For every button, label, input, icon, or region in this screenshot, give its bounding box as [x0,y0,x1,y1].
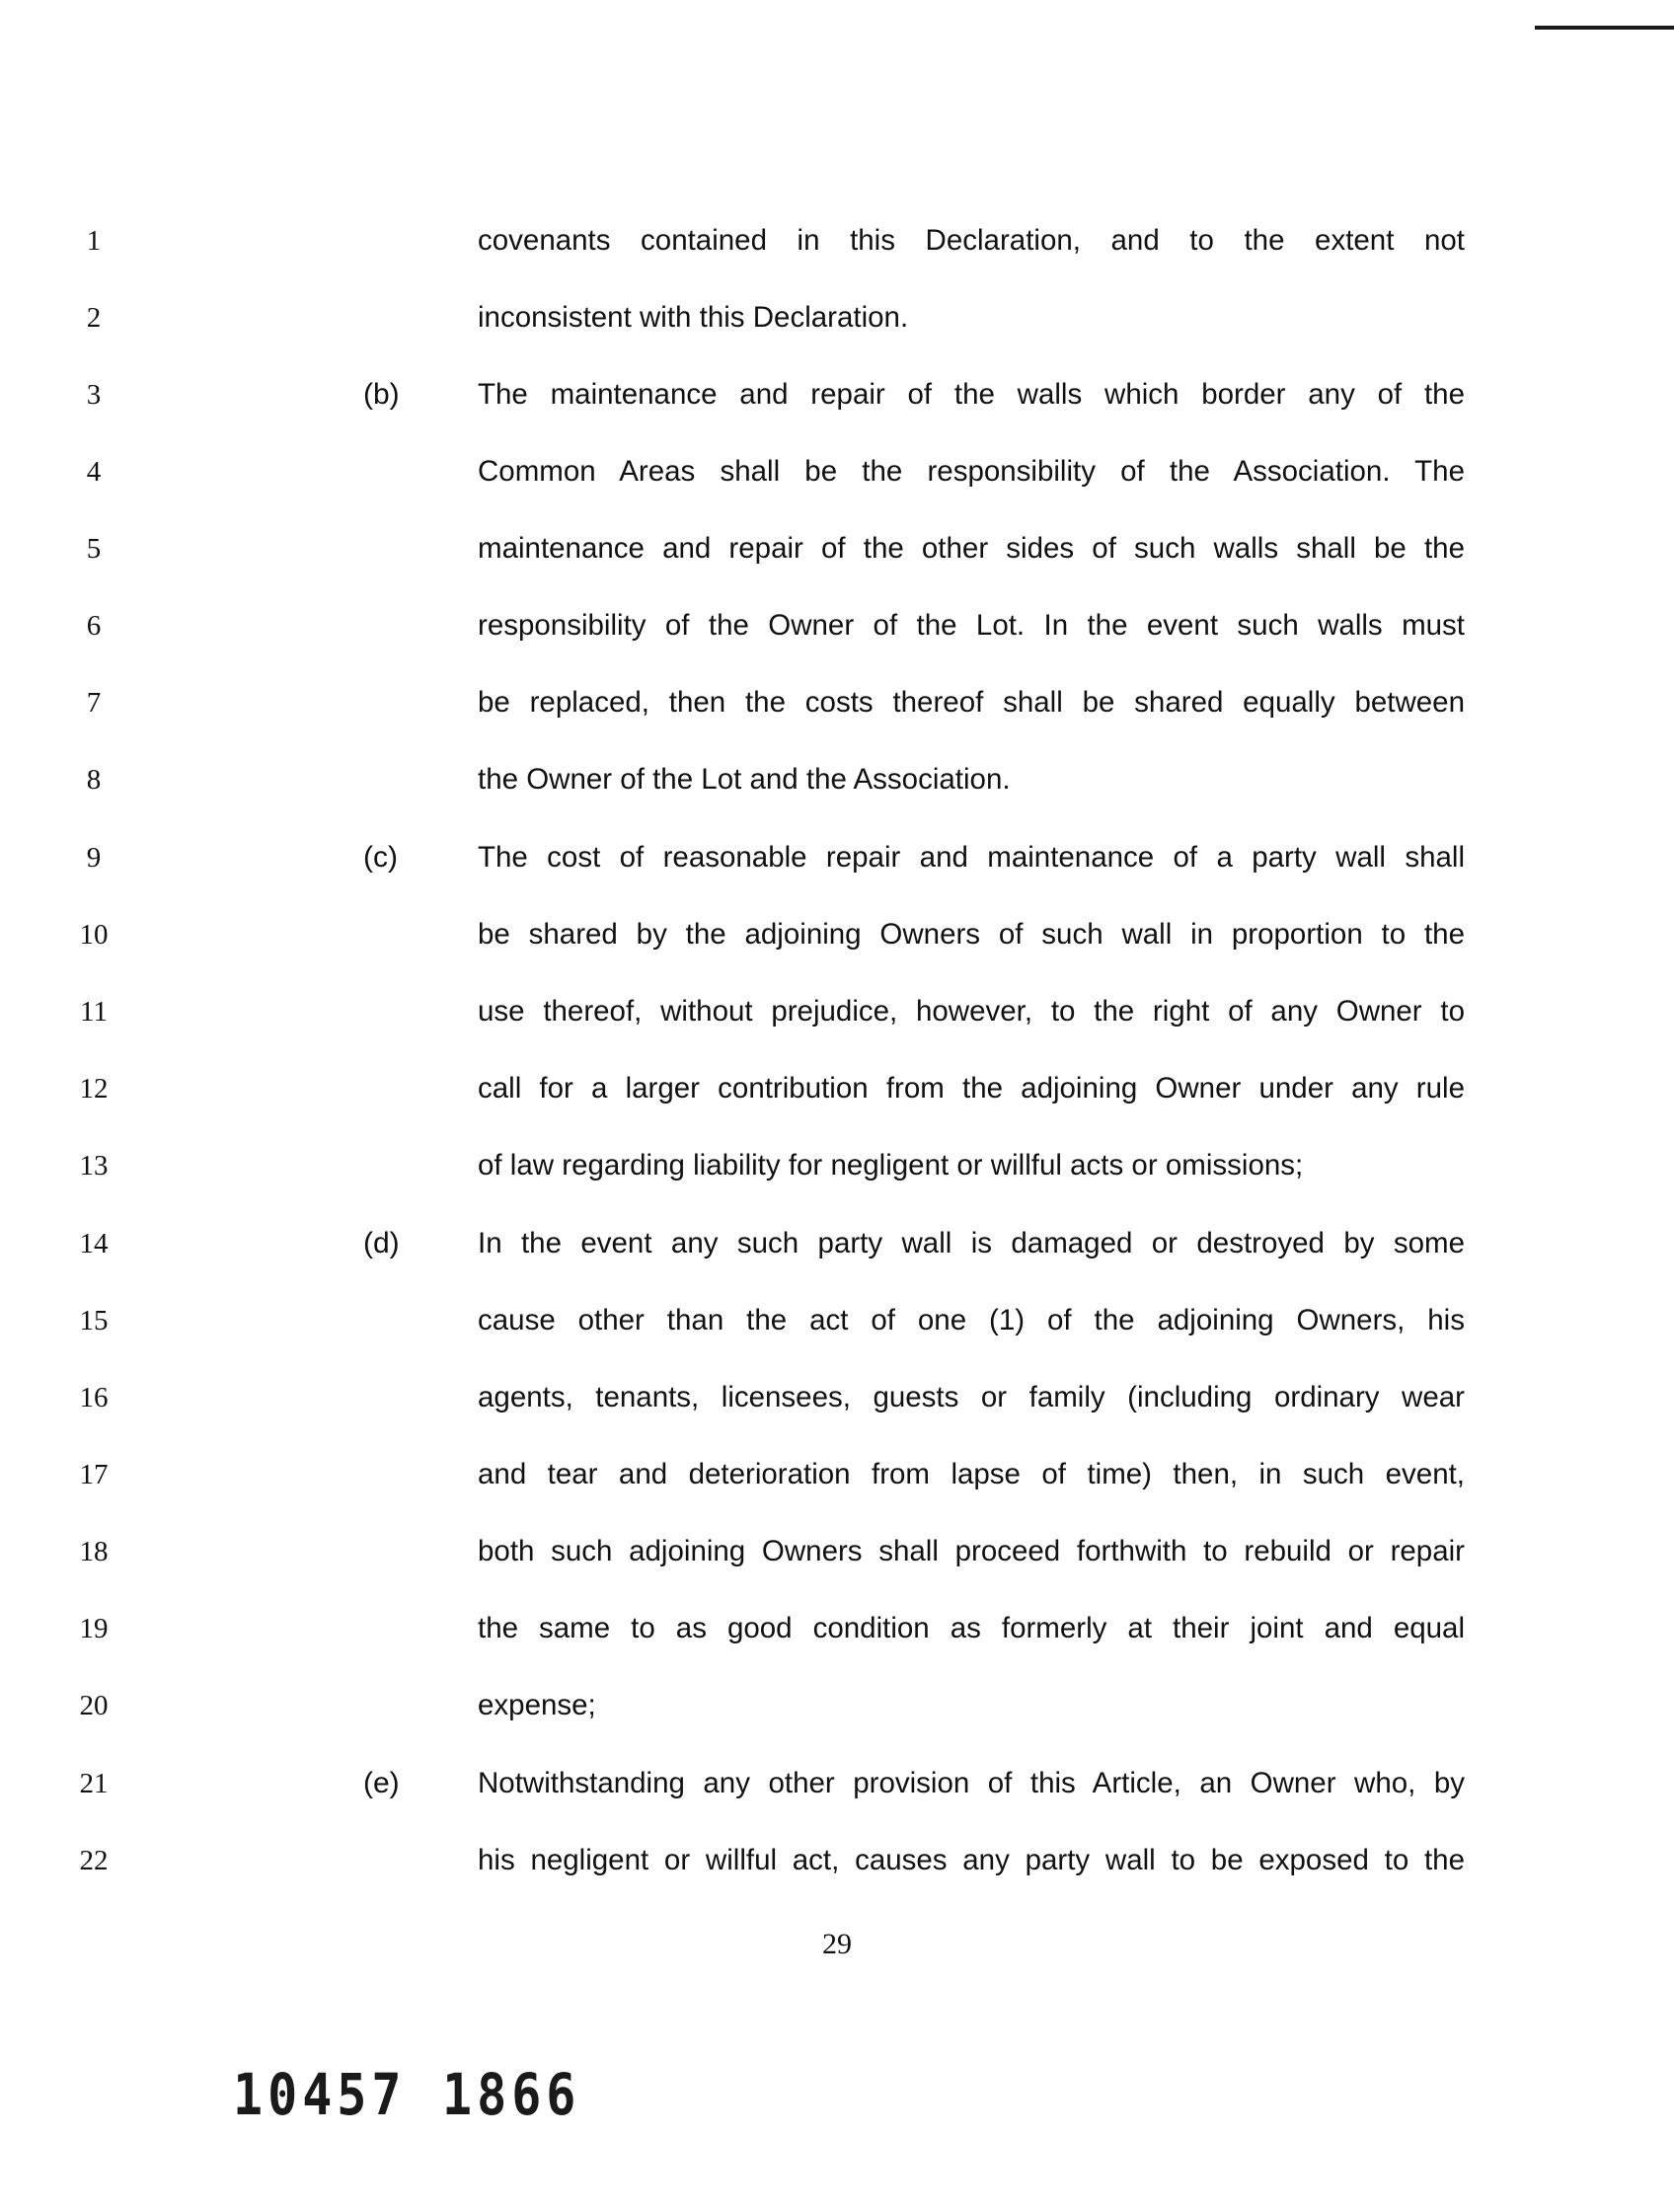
line-number: 8 [86,764,102,796]
body-text-line: responsibility of the Owner of the Lot. In the event such walls must [478,609,1465,642]
body-text-line: maintenance and repair of the other sides of such walls shall be the [478,532,1465,565]
line-number: 6 [86,610,102,642]
line-number: 2 [86,302,102,334]
body-text-line: In the event any such party wall is damaged or destroyed by some [478,1227,1465,1259]
line-number: 18 [79,1536,109,1567]
line-number: 16 [79,1382,109,1413]
paragraph-marker-d: (d) [363,1227,400,1259]
body-text-line: use thereof, without prejudice, however, to the right of any Owner to [478,995,1465,1028]
body-text-line: be shared by the adjoining Owners of such wall in proportion to the [478,918,1465,951]
top-edge-rule [1535,26,1674,30]
body-text-line: call for a larger contribution from the adjoining Owner under any rule [478,1072,1465,1105]
recording-book-number: 10457 [233,2062,407,2128]
body-text-line: of law regarding liability for negligent or willful acts or omissions; [478,1149,1304,1182]
line-number: 21 [79,1768,109,1799]
body-text-line: the Owner of the Lot and the Association. [478,763,1011,796]
paragraph-marker-e: (e) [363,1767,400,1799]
line-number: 1 [86,225,102,257]
body-text-line: The cost of reasonable repair and maintenance of a party wall shall [478,841,1465,874]
body-text-line: Notwithstanding any other provision of this Article, an Owner who, by [478,1767,1465,1799]
body-text-line: inconsistent with this Declaration. [478,301,909,334]
line-number: 7 [86,687,102,719]
page-number: 29 [822,1928,852,1960]
line-number: 22 [79,1845,109,1876]
body-text-line: both such adjoining Owners shall proceed forthwith to rebuild or repair [478,1535,1465,1567]
body-text-line: the same to as good condition as formerly at their joint and equal [478,1612,1465,1644]
body-text-line: agents, tenants, licensees, guests or family (including ordinary wear [478,1381,1465,1413]
paragraph-marker-c: (c) [363,841,398,874]
body-text-line: cause other than the act of one (1) of the adjoining Owners, his [478,1304,1465,1336]
paragraph-marker-b: (b) [363,378,400,411]
line-number: 17 [79,1459,109,1490]
body-text-line: be replaced, then the costs thereof shall be shared equally between [478,686,1465,719]
body-text-line: covenants contained in this Declaration, and to the extent not [478,224,1465,257]
body-text-line: his negligent or willful act, causes any party wall to be exposed to the [478,1844,1465,1876]
line-number: 10 [79,919,109,951]
line-number: 20 [79,1690,109,1721]
body-text-line: Common Areas shall be the responsibility of the Association. The [478,455,1465,488]
body-text-line: and tear and deterioration from lapse of time) then, in such event, [478,1458,1465,1490]
line-number: 19 [79,1613,109,1644]
body-text-line: expense; [478,1689,596,1721]
body-text-line: The maintenance and repair of the walls which border any of the [478,378,1465,411]
line-number: 14 [79,1228,109,1259]
recording-page-number: 1866 [442,2062,581,2128]
line-number: 15 [79,1305,109,1336]
line-number: 5 [86,533,102,565]
line-number: 3 [86,379,102,411]
line-number: 12 [79,1073,109,1105]
line-number: 4 [86,456,102,488]
line-number: 13 [79,1150,109,1182]
line-number: 9 [86,842,102,874]
line-number: 11 [80,996,108,1028]
